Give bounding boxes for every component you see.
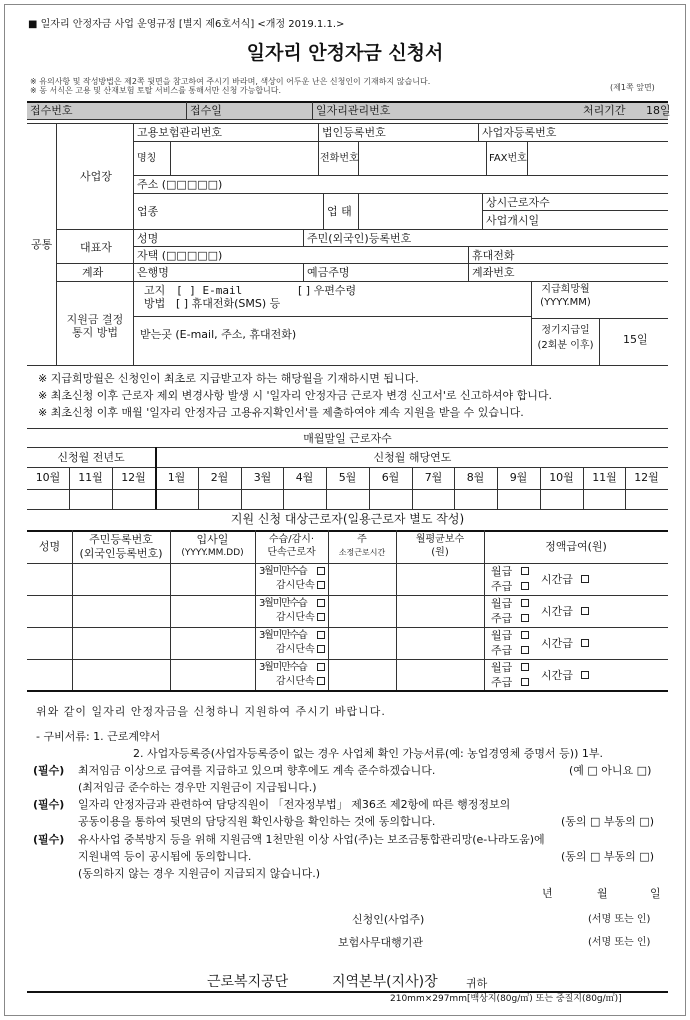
col-id-2: (외국인등록번호)	[79, 547, 163, 560]
pay-weekly-checkbox[interactable]	[521, 614, 529, 622]
cur-month-3: 3월	[253, 471, 272, 484]
rule	[133, 316, 531, 317]
biz-reg-no-label: 사업자등록번호	[482, 126, 557, 139]
rep-id-label: 주민(외국인)등록번호	[307, 232, 412, 245]
pay-hourly-label: 시간급	[541, 669, 573, 682]
type-probation-checkbox[interactable]	[317, 599, 325, 607]
consent-admin-info-1: 일자리 안정자금과 관련하여 담당직원이 「전자정부법」 제36조 제2항에 따른 행정정보의	[78, 798, 511, 811]
pay-monthly-checkbox[interactable]	[521, 567, 529, 575]
col-hire-1: 입사일	[196, 533, 229, 546]
account-label: 계좌	[82, 266, 104, 279]
rule	[468, 246, 469, 263]
cur-month-count-cell[interactable]	[625, 490, 668, 508]
type-probation-label: 3월미만수습	[259, 662, 307, 673]
consent-disclosure-1: 유사사업 중복방지 등을 위해 지원금액 1천만원 이상 사업(주)는 보조금통합관리망(e-나라도움)에	[78, 833, 545, 846]
cur-month-count-cell[interactable]	[497, 490, 540, 508]
consent-minwage-option[interactable]: (예 □ 아니요 □)	[569, 764, 652, 777]
monthly-title: 매월말일 근로자수	[303, 432, 392, 445]
pay-hourly-label: 시간급	[541, 637, 573, 650]
biz-start-label: 사업개시일	[486, 214, 540, 227]
cur-month-10: 10월	[549, 471, 574, 484]
pay-weekly-label: 주급	[491, 676, 513, 689]
notify-method-1: 고지	[144, 284, 166, 297]
rep-home-label: 자택 (□□□□□)	[137, 249, 223, 262]
pay-month-format: (YYYY.MM)	[540, 297, 591, 308]
reception-date: 접수일	[190, 104, 222, 117]
cur-year-label: 신청월 해당연도	[373, 451, 452, 464]
rule	[27, 123, 668, 124]
consent-minwage-note: (최저임금 준수하는 경우만 지원금이 지급됩니다.)	[78, 781, 317, 794]
rule	[303, 229, 304, 246]
note-worker-change: ※ 최초신청 이후 근로자 제외 변경사항 발생 시 '일자리 안정자금 근로자 변경 신고서'로 신고하셔야 합니다.	[38, 389, 553, 402]
rule	[358, 193, 359, 229]
addressee-org: 근로복지공단	[207, 974, 289, 990]
paper-spec: 210mm×297mm[백상지(80g/㎡) 또는 중질지(80g/㎡)]	[390, 994, 622, 1004]
rule	[482, 210, 668, 211]
rule	[27, 991, 668, 993]
rule	[323, 193, 324, 229]
cur-month-2: 2월	[210, 471, 229, 484]
pay-monthly-label: 월급	[491, 565, 513, 578]
type-probation-label: 3월미만수습	[259, 630, 307, 641]
reception-number: 접수번호	[30, 104, 73, 117]
notify-label-2: 통지 방법	[71, 326, 118, 339]
rule	[303, 263, 304, 281]
col-type-1: 수습/감시·	[268, 534, 315, 545]
rep-name-label: 성명	[137, 232, 159, 245]
rule	[484, 530, 485, 690]
biz-fax-label: FAX번호	[489, 153, 527, 164]
cur-month-6: 6월	[381, 471, 400, 484]
processing-days: 18일	[646, 104, 671, 117]
type-probation-checkbox[interactable]	[317, 631, 325, 639]
consent-admin-info-2: 공동이용을 통하여 뒷면의 담당직원 확인사항을 확인하는 것에 동의합니다.	[78, 815, 436, 828]
cur-month-count-cell[interactable]	[583, 490, 626, 508]
cur-month-4: 4월	[295, 471, 314, 484]
pay-weekly-checkbox[interactable]	[521, 582, 529, 590]
biz-name-label: 명칭	[137, 153, 157, 164]
rule	[27, 119, 668, 120]
cur-month-5: 5월	[338, 471, 357, 484]
notify-label-1: 지원금 결정	[66, 313, 124, 326]
col-id-1: 주민등록번호	[89, 533, 153, 546]
rep-label: 대표자	[80, 241, 112, 254]
rule	[56, 229, 668, 230]
addressee-region: 지역본부(지사)장	[332, 974, 438, 990]
rule	[56, 263, 668, 264]
rule	[133, 246, 668, 247]
type-surveillance-label: 감시단속	[276, 644, 315, 655]
pay-hourly-label: 시간급	[541, 573, 573, 586]
rule	[133, 193, 668, 194]
required-mark-3: (필수)	[33, 833, 65, 846]
pay-monthly-checkbox[interactable]	[521, 631, 529, 639]
type-probation-label: 3월미만수습	[259, 598, 307, 609]
rule	[27, 467, 668, 468]
account-number-label: 계좌번호	[472, 266, 515, 279]
rule	[27, 690, 668, 692]
type-surveillance-checkbox[interactable]	[317, 645, 325, 653]
cur-month-count-cell[interactable]	[454, 490, 497, 508]
prev-month-11: 11월	[78, 471, 103, 484]
type-surveillance-label: 감시단속	[276, 612, 315, 623]
common-label: 공통	[31, 238, 53, 251]
agent-label: 보험사무대행기관	[338, 936, 424, 949]
required-mark-1: (필수)	[33, 764, 65, 777]
pay-hourly-checkbox[interactable]	[581, 607, 589, 615]
date-month: 월	[597, 887, 608, 900]
cur-month-count-cell[interactable]	[241, 490, 284, 508]
pay-hourly-checkbox[interactable]	[581, 575, 589, 583]
rule	[486, 141, 487, 175]
corp-reg-no-label: 법인등록번호	[322, 126, 386, 139]
note-monthly-confirm: ※ 최초신청 이후 매월 '일자리 안정자금 고용유지확인서'를 제출하여야 계속 지원을 받을 수 있습니다.	[38, 406, 524, 419]
pay-weekly-label: 주급	[491, 644, 513, 657]
workers-title: 지원 신청 대상근로자(일용근로자 별도 작성)	[230, 512, 465, 526]
type-probation-label: 3월미만수습	[259, 566, 307, 577]
biz-address-label: 주소 (□□□□□)	[137, 178, 223, 191]
consent-disclosure-2: 지원내역 등이 공시됨에 동의합니다.	[78, 850, 252, 863]
col-hire-2: (YYYY.MM.DD)	[181, 548, 244, 558]
col-hours-1: 주	[357, 534, 367, 545]
note-guideline: ※ 유의사항 및 작성방법은 제2쪽 뒷면을 참고하여 주시기 바라며, 색상이 어두운 난은 신청인이 기재하지 않습니다.	[30, 77, 431, 86]
rule	[27, 595, 668, 596]
type-surveillance-checkbox[interactable]	[317, 677, 325, 685]
cur-month-9: 9월	[509, 471, 528, 484]
prev-month-10: 10월	[35, 471, 61, 484]
pay-weekly-label: 주급	[491, 612, 513, 625]
cur-month-count-cell[interactable]	[412, 490, 455, 508]
cur-month-count-cell[interactable]	[283, 490, 326, 508]
rule	[27, 530, 668, 532]
account-holder-label: 예금주명	[307, 266, 350, 279]
pay-monthly-checkbox[interactable]	[521, 599, 529, 607]
pay-month-label: 지급희망월	[541, 284, 590, 295]
rule	[27, 447, 668, 448]
pay-monthly-checkbox[interactable]	[521, 663, 529, 671]
type-surveillance-checkbox[interactable]	[317, 581, 325, 589]
cur-month-count-cell[interactable]	[198, 490, 241, 508]
pay-weekly-checkbox[interactable]	[521, 678, 529, 686]
notify-post-option[interactable]: [ ] 우편수령	[298, 284, 357, 297]
regular-pay-label: 정기지급일	[541, 325, 590, 336]
rule	[133, 141, 668, 142]
rule	[468, 263, 469, 281]
rule	[478, 123, 479, 141]
form-reference: ■ 일자리 안정자금 사업 운영규정 [별지 제6호서식] <개정 2019.1.1.>	[28, 19, 345, 30]
note-online-only: ※ 동 서식은 고용 및 산재보험 토탈 서비스를 통해서만 신청 가능합니다.	[30, 86, 282, 95]
form-title: 일자리 안정자금 신청서	[246, 42, 444, 64]
pay-weekly-checkbox[interactable]	[521, 646, 529, 654]
pay-monthly-label: 월급	[491, 661, 513, 674]
biz-type-label: 업 태	[327, 205, 352, 218]
applicant-label: 신청인(사업주)	[352, 913, 425, 926]
rule	[27, 659, 668, 660]
pay-weekly-label: 주급	[491, 580, 513, 593]
type-probation-checkbox[interactable]	[317, 663, 325, 671]
notify-receive-label: 받는곳 (E-mail, 주소, 휴대전화)	[140, 328, 297, 341]
rule	[482, 193, 483, 229]
prev-month-12: 12월	[121, 471, 146, 484]
processing-period: 처리기간	[583, 104, 626, 117]
cur-month-8: 8월	[466, 471, 485, 484]
pay-monthly-label: 월급	[491, 597, 513, 610]
cur-month-count-cell[interactable]	[326, 490, 369, 508]
industry-label: 업종	[137, 205, 159, 218]
rule	[27, 509, 668, 510]
rule	[27, 101, 668, 103]
ins-mgmt-no-label: 고용보험관리번호	[137, 126, 223, 139]
col-name: 성명	[38, 540, 61, 553]
consent-disclosure-note: (동의하지 않는 경우 지원금이 지급되지 않습니다.)	[78, 867, 321, 880]
docs-line-2: 2. 사업자등록증(사업자등록증이 없는 경우 사업체 확인 가능서류(예: 농업경영체 증명서 등)) 1부.	[133, 747, 603, 760]
rule	[133, 123, 134, 365]
type-probation-checkbox[interactable]	[317, 567, 325, 575]
rule	[27, 365, 668, 366]
notify-sms-option[interactable]: [ ] 휴대전화(SMS) 등	[176, 297, 281, 310]
note-pay-month: ※ 지급희망월은 신청인이 최초로 지급받고자 하는 해당월을 기재하시면 됩니다.	[38, 372, 419, 385]
type-surveillance-checkbox[interactable]	[317, 613, 325, 621]
applicant-sign[interactable]: (서명 또는 인)	[588, 914, 651, 925]
prev-year-label: 신청월 전년도	[57, 451, 125, 464]
business-label: 사업장	[80, 170, 112, 183]
cur-month-11: 11월	[592, 471, 617, 484]
biz-phone-label: 전화번호	[320, 153, 359, 164]
cur-month-1: 1월	[167, 471, 186, 484]
consent-minwage: 최저임금 이상으로 급여를 지급하고 있으며 향후에도 계속 준수하겠습니다.	[78, 764, 436, 777]
type-surveillance-label: 감시단속	[276, 580, 315, 591]
addressee-honorific: 귀하	[466, 977, 488, 990]
col-type-2: 단속근로자	[267, 547, 316, 558]
pay-hourly-checkbox[interactable]	[581, 671, 589, 679]
col-fixed-pay: 정액급여(원)	[545, 540, 607, 553]
rule	[318, 123, 319, 175]
date-day: 일	[650, 887, 661, 900]
cur-month-count-cell[interactable]	[369, 490, 412, 508]
rule	[27, 428, 668, 429]
cur-month-7: 7월	[424, 471, 443, 484]
job-mgmt-number: 일자리관리번호	[316, 104, 391, 117]
agent-sign[interactable]: (서명 또는 인)	[588, 937, 651, 948]
consent-disclosure-option[interactable]: (동의 □ 부동의 □)	[561, 850, 654, 863]
required-mark-2: (필수)	[33, 798, 65, 811]
pay-hourly-label: 시간급	[541, 605, 573, 618]
rule	[186, 102, 187, 119]
rule	[133, 175, 668, 176]
rule	[27, 627, 668, 628]
cur-month-count-cell[interactable]	[540, 490, 583, 508]
notify-email-option[interactable]: [ ] E-mail	[176, 284, 243, 297]
bank-name-label: 은행명	[137, 266, 169, 279]
docs-line-1: - 구비서류: 1. 근로계약서	[36, 730, 161, 743]
rule	[527, 141, 528, 175]
workers-count-label: 상시근로자수	[486, 196, 550, 209]
col-wage-2: (원)	[431, 547, 449, 558]
pay-monthly-label: 월급	[491, 629, 513, 642]
rep-mobile-label: 휴대전화	[472, 249, 515, 262]
regular-pay-sub: (2회분 이후)	[537, 340, 594, 351]
col-hours-2: 소정근로시간	[338, 548, 386, 557]
consent-admin-option[interactable]: (동의 □ 부동의 □)	[561, 815, 654, 828]
date-year: 년	[542, 887, 553, 900]
request-statement: 위와 같이 일자리 안정자금을 신청하니 지원하여 주시기 바랍니다.	[36, 705, 386, 718]
rule	[599, 318, 600, 365]
col-wage-1: 월평균보수	[415, 534, 465, 545]
rule	[27, 563, 668, 564]
rule	[170, 141, 171, 175]
page-indicator: (제1쪽 앞면)	[610, 83, 655, 92]
cur-month-12: 12월	[634, 471, 659, 484]
cur-month-count-cell[interactable]	[155, 490, 198, 508]
notify-method-2: 방법	[144, 297, 166, 310]
pay-hourly-checkbox[interactable]	[581, 639, 589, 647]
rule	[56, 281, 668, 282]
type-surveillance-label: 감시단속	[276, 676, 315, 687]
rule	[312, 102, 313, 119]
regular-pay-day: 15일	[623, 333, 648, 346]
